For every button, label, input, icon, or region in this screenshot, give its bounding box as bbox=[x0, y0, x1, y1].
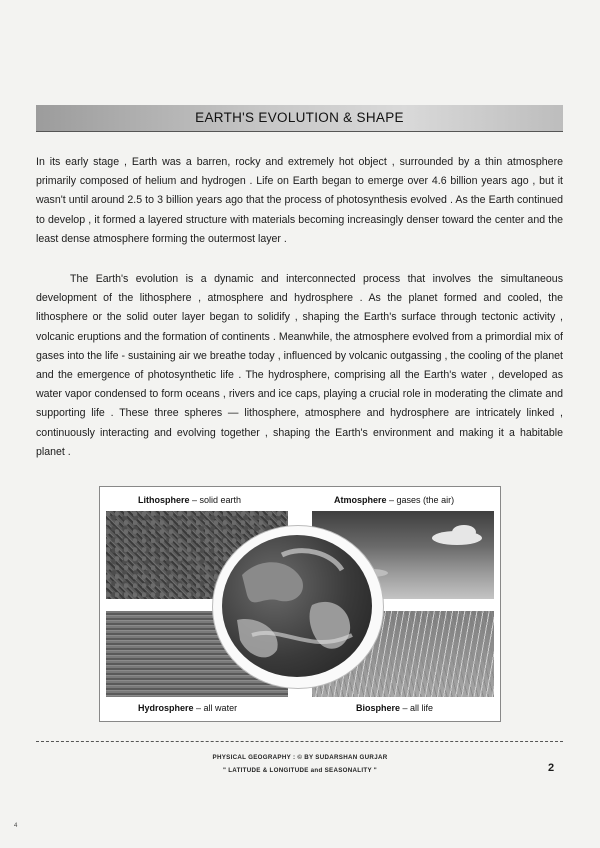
paragraph-2: The Earth's evolution is a dynamic and interconnected process that involves the simultaneous development of the lithosphere , atmosphere and hydrosphere . As the planet formed and cooled, the lithosphere or the solid outer layer began to solidify , shaping the Earth's surface through tectonic activity , volcanic eruptions and the formation of continents . Meanwhile, the atmosphere evolved from a primordial mix of gases into the life - sustaining air we breathe today , influenced by volcanic outgassing , the cooling of the planet and the emergence of photosynthetic life . The hydrosphere, comprising all the Earth's water , developed as water vapor condensed to form oceans , rivers and ice caps, playing a crucial role in moderating the climate and supporting life . These three spheres — lithosphere, atmosphere and hydrosphere are intricately linked , continuously interacting and evolving together , shaping the Earth's environment and making it a habitable planet . bbox=[36, 273, 563, 458]
earth-globe-image bbox=[222, 535, 372, 677]
globe-landmass-icon bbox=[222, 535, 372, 677]
page-number: 2 bbox=[548, 762, 555, 774]
biosphere-label bbox=[356, 703, 433, 713]
page-title: EARTH'S EVOLUTION & SHAPE bbox=[195, 110, 404, 125]
atmosphere-label bbox=[334, 495, 454, 505]
atmosphere-desc: – gases (the air) bbox=[389, 495, 455, 505]
earth-spheres-figure bbox=[99, 486, 501, 722]
corner-mark: 4 bbox=[14, 823, 18, 829]
hydrosphere-name: Hydrosphere bbox=[138, 703, 194, 713]
lithosphere-desc: – solid earth bbox=[192, 495, 242, 505]
biosphere-desc: – all life bbox=[402, 703, 434, 713]
footer-book-title: " LATITUDE & LONGITUDE and SEASONALITY " bbox=[222, 767, 378, 774]
footer-copyright: PHYSICAL GEOGRAPHY : © BY SUDARSHAN GURJAR bbox=[212, 754, 388, 761]
paragraph-1: In its early stage , Earth was a barren, rocky and extremely hot object , surrounded by a thin atmosphere primarily composed of helium and hydrogen . Life on Earth began to emerge over 4.6 billion years ago , but it wasn't until around 2.5 to 3 billion years ago that the process of photosynthesis evolved . As the Earth continued to develop , it formed a layered structure with materials becoming increasingly denser toward the center and the least dense atmosphere forming the outermost layer . bbox=[36, 156, 563, 245]
footer-divider bbox=[36, 741, 563, 742]
lithosphere-label bbox=[138, 495, 241, 505]
lithosphere-name: Lithosphere bbox=[138, 495, 190, 505]
biosphere-name: Biosphere bbox=[356, 703, 401, 713]
title-banner bbox=[36, 105, 563, 132]
atmosphere-name: Atmosphere bbox=[334, 495, 387, 505]
hydrosphere-label bbox=[138, 703, 237, 713]
hydrosphere-desc: – all water bbox=[196, 703, 238, 713]
